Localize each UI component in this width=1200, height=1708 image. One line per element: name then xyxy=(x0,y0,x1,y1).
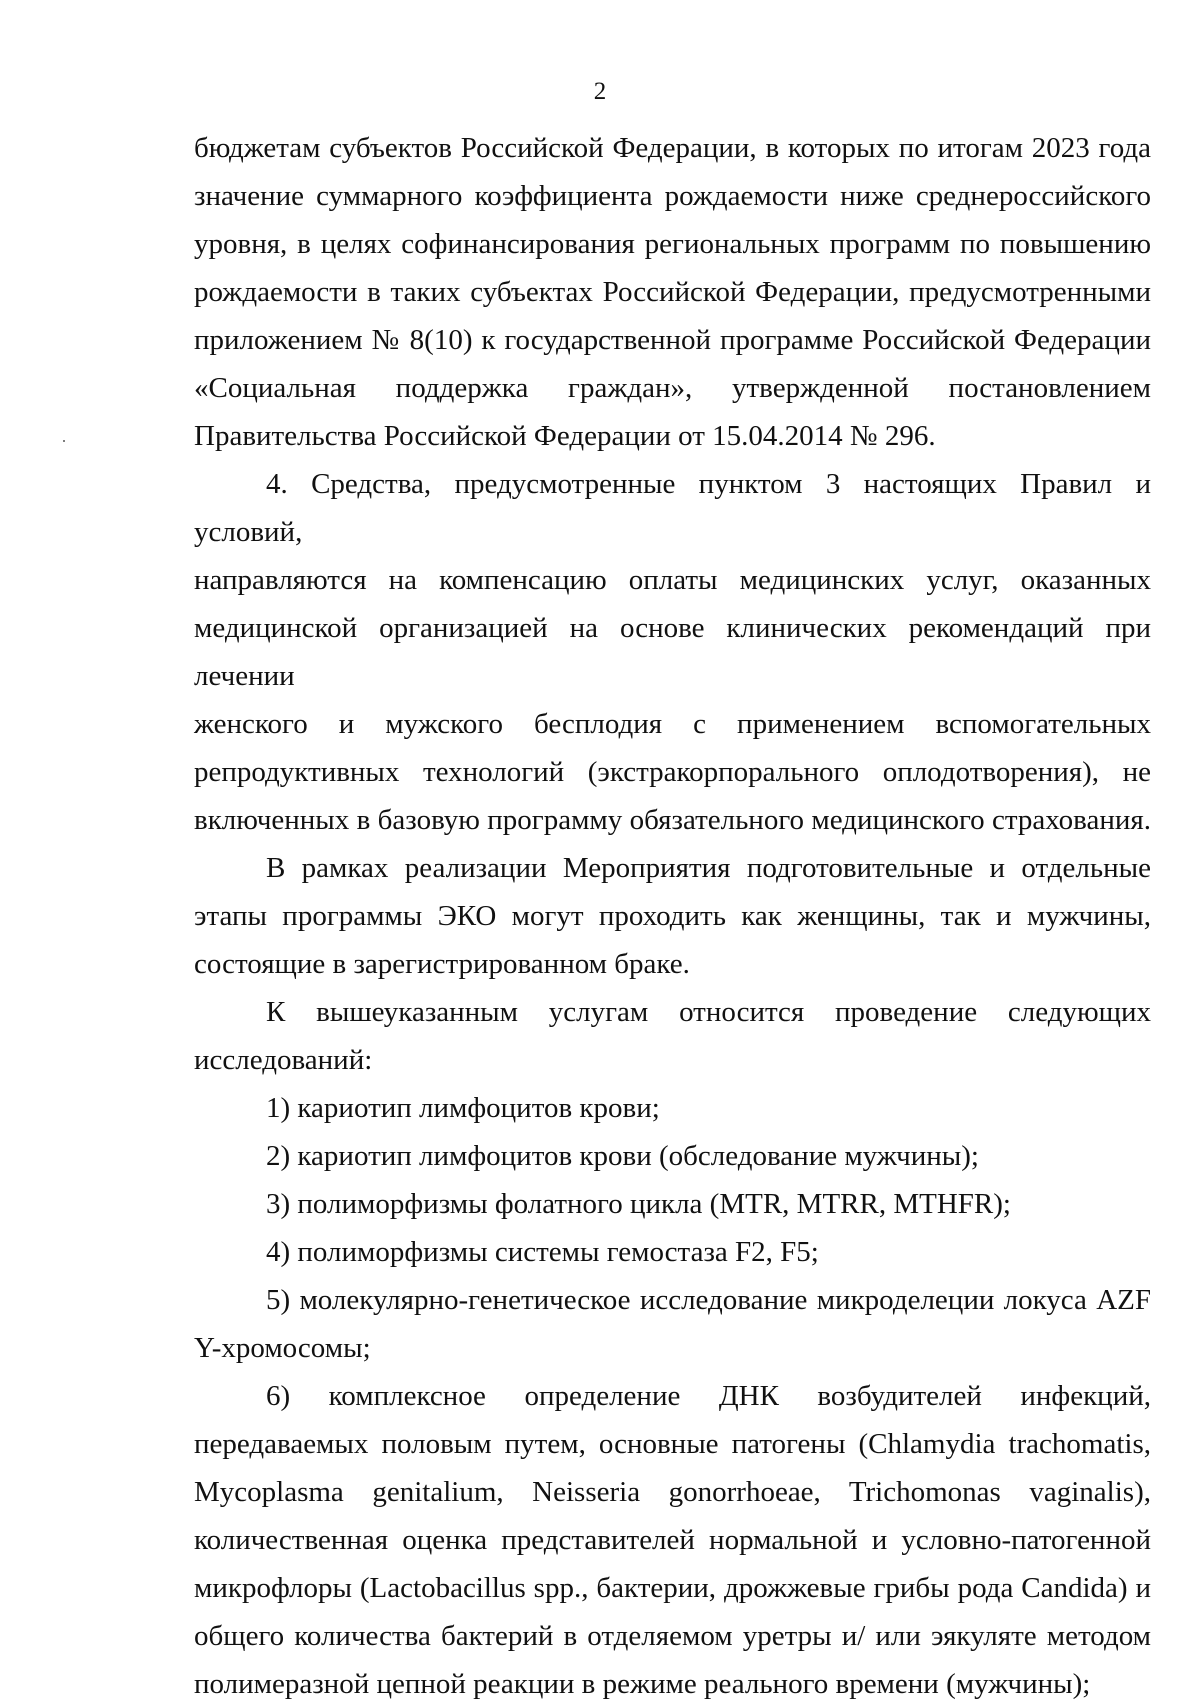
page-number: 2 xyxy=(593,78,607,105)
text-line: В рамках реализации Мероприятия подготовительные и отдельные xyxy=(266,852,1151,884)
list-item: 2) кариотип лимфоцитов крови (обследование мужчины); xyxy=(266,1140,979,1172)
text-line: Правительства Российской Федерации от 15.04.2014 № 296. xyxy=(194,420,936,452)
text-line: исследований: xyxy=(194,1044,373,1076)
text-line: приложением № 8(10) к государственной программе Российской Федерации xyxy=(194,324,1151,356)
scan-speck xyxy=(63,440,65,442)
text-line: медицинской организацией на основе клинических рекомендаций при лечении xyxy=(194,612,1151,692)
text-line: полимеразной цепной реакции в режиме реального времени (мужчины); xyxy=(194,1668,1091,1700)
body-text xyxy=(194,124,1151,1708)
text-line: количественная оценка представителей нормальной и условно-патогенной xyxy=(194,1524,1151,1556)
list-item: 6) комплексное определение ДНК возбудителей инфекций, xyxy=(266,1380,1151,1412)
text-line: Mycoplasma genitalium, Neisseria gonorrhoeae, Trichomonas vaginalis), xyxy=(194,1476,1151,1508)
text-line: 4. Средства, предусмотренные пунктом 3 настоящих Правил и условий, xyxy=(194,468,1151,548)
text-line: репродуктивных технологий (экстракорпорального оплодотворения), не xyxy=(194,756,1151,788)
text-line: направляются на компенсацию оплаты медицинских услуг, оказанных xyxy=(194,564,1151,596)
text-line: микрофлоры (Lactobacillus spp., бактерии, дрожжевые грибы рода Candida) и xyxy=(194,1572,1151,1604)
text-line: рождаемости в таких субъектах Российской Федерации, предусмотренными xyxy=(194,276,1151,308)
text-line: Y-хромосомы; xyxy=(194,1332,371,1364)
text-line: общего количества бактерий в отделяемом уретры и/ или эякуляте методом xyxy=(194,1620,1151,1652)
list-item: 3) полиморфизмы фолатного цикла (MTR, MTRR, MTHFR); xyxy=(266,1188,1011,1220)
text-line: этапы программы ЭКО могут проходить как женщины, так и мужчины, xyxy=(194,900,1151,932)
list-item: 5) молекулярно-генетическое исследование микроделеции локуса AZF xyxy=(266,1284,1151,1316)
text-line: бюджетам субъектов Российской Федерации, в которых по итогам 2023 года xyxy=(194,132,1151,164)
text-line: состоящие в зарегистрированном браке. xyxy=(194,948,690,980)
text-line: значение суммарного коэффициента рождаемости ниже среднероссийского xyxy=(194,180,1151,212)
text-line: К вышеуказанным услугам относится проведение следующих xyxy=(266,996,1151,1028)
text-line: включенных в базовую программу обязательного медицинского страхования. xyxy=(194,804,1151,836)
text-line: передаваемых половым путем, основные патогены (Chlamydia trachomatis, xyxy=(194,1428,1151,1460)
text-line: «Социальная поддержка граждан», утвержденной постановлением xyxy=(194,372,1151,404)
text-line: уровня, в целях софинансирования региональных программ по повышению xyxy=(194,228,1151,260)
list-item: 1) кариотип лимфоцитов крови; xyxy=(266,1092,660,1124)
text-line: женского и мужского бесплодия с применением вспомогательных xyxy=(194,708,1151,740)
list-item: 4) полиморфизмы системы гемостаза F2, F5; xyxy=(266,1236,819,1268)
